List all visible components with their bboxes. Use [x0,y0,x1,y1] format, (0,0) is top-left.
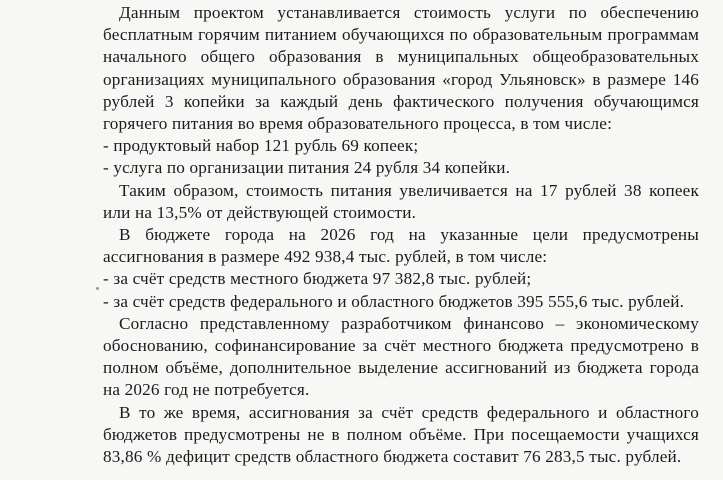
bullet-federal-regional-budget: - за счёт средств федерального и областного бюджетов 395 555,6 тыс. рублей. [103,291,685,311]
paragraph-budget-allocation: В бюджете города на 2026 год на указанные цели предусмотрены ассигнования в размере 492 938,4 тыс. рублей, в том числе: [103,225,699,267]
bullet-product-set: - продуктовый набор 121 рубль 69 копеек; [103,136,419,156]
paragraph-deficit: В то же время, ассигнования за счёт средств федерального и областного бюджетов предусмотрены не в полном объёме. При посещаемости учащихся 83,86 % дефицит средств областного бюджета составит 76 283,5 тыс. рублей. [103,402,699,467]
paragraph-cost-increase: Таким образом, стоимость питания увеличивается на 17 рублей 38 копеек или на 13,5% от действующей стоимости. [103,180,699,222]
paragraph-cost-of-service: Данным проектом устанавливается стоимость услуги по обеспечению бесплатным горячим питанием обучающихся по образовательным программам начального общего образования в муниципальных общеобразовательных организациях муниципального образования «город Ульяновск» в размере 146 рублей 3 копейки за каждый день фактического получения обучающимся горячего питания во время образовательного процесса, в том числе: [103,3,699,134]
bullet-catering-service: - услуга по организации питания 24 рубля 34 копейки. [103,158,511,178]
scan-speck [96,287,99,290]
paragraph-cofinancing: Согласно представленному разработчиком финансово – экономическому обоснованию, софинансирование за счёт местного бюджета предусмотрено в полном объёме, дополнительное выделение ассигнований из бюджета города на 2026 год не потребуется. [103,313,699,400]
bullet-local-budget: - за счёт средств местного бюджета 97 382,8 тыс. рублей; [103,269,532,289]
